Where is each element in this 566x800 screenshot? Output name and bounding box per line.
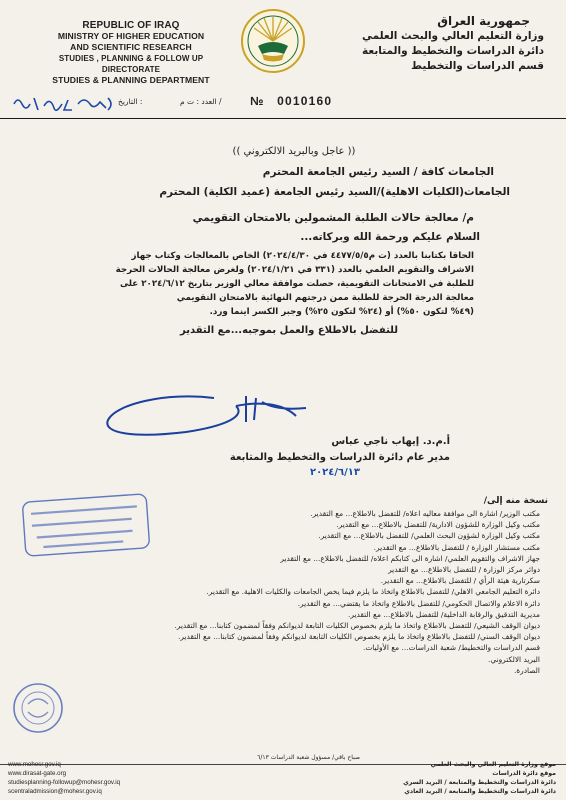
round-seal-icon: [12, 682, 64, 734]
addressee-line: الجامعات كافة / السيد رئيس الجامعة المحترم: [262, 166, 494, 178]
list-item: مكتب الوزير/ اشارة الى موافقة معاليه اعلاه/ للتفضل بالاطلاع... مع التقدير.: [310, 509, 540, 518]
header-ar-line: جمهورية العراق: [437, 14, 530, 28]
footer-arabic: [356, 760, 556, 796]
typist-note: صباح باقي/ مسؤول شعبة الدراسات ٦/١٣: [257, 754, 360, 761]
header-ar-line: دائرة الدراسات والتخطيط والمتابعة: [362, 45, 544, 57]
subject-line: م/ معالجة حالات الطلبة المشمولين بالامتحان التقويمي: [192, 212, 474, 224]
signature-date: ٢٠٢٤/٦/١٣: [309, 467, 360, 478]
list-item: دائرة الاعلام والاتصال الحكومي/ للتفضل بالاطلاع واتخاذ ما يقتضي... مع التقدير.: [297, 598, 540, 608]
header-ar-line: وزارة التعليم العالي والبحث العلمي: [361, 30, 544, 42]
ministry-seal-icon: [240, 8, 306, 74]
body-paragraph: [14, 249, 474, 319]
header-divider: [0, 118, 566, 119]
signatory-title: مدير عام دائرة الدراسات والتخطيط والمتابعة: [229, 452, 450, 463]
urgency-note: (( عاجل وبالبريد الالكتروني )): [232, 146, 356, 157]
header-en-line: MINISTRY OF HIGHER EDUCATION: [57, 31, 205, 41]
header-en-line: REPUBLIC OF IRAQ: [82, 20, 180, 31]
document-number: [250, 94, 332, 108]
header-en-line: AND SCIENTIFIC RESEARCH: [70, 42, 192, 52]
list-item: قسم الدراسات والتخطيط/ شعبة الدراسات... مع الأوليات.: [363, 643, 540, 653]
header-english-block: [42, 20, 220, 86]
footer-url: www.mohesr.gov.iq: [8, 761, 61, 768]
header-en-line: STUDIES & PLANNING DEPARTMENT: [52, 75, 210, 85]
header-en-line: STUDIES , PLANNING & FOLLOW UP DIRECTORATE: [58, 54, 204, 74]
closing-line: للتفضل بالاطلاع والعمل بموجبه...مع التقدير: [179, 325, 398, 336]
ministry-seal: [240, 8, 306, 74]
paragraph-line: الاشراف والتقويم العلمي بالعدد (٣٣١ في ٢٠٢٤/١/٢١) ولغرض معالجة الحالات الحرجة: [115, 265, 474, 275]
list-item: دائرة التعليم الجامعي الاهلي/ للتفضل بالاطلاع واتخاذ ما يلزم فيما يخص الجامعات والكليات الاهلية. مع التقدير.: [206, 587, 540, 597]
reference-row: [8, 92, 248, 116]
footer-ar-line: دائرة الدراسات والتخطيط والمتابعة / البريد العادي: [404, 788, 556, 795]
footer-url: www.dirasat-gate.org: [8, 770, 67, 777]
paragraph-line: للطلبة في الامتحانات التقويمية، حصلت موافقة معالي الوزير بتاريخ ٢٠٢٤/٦/١٢ على: [119, 279, 474, 289]
footer-url: scentraladmission@mohesr.gov.iq: [8, 788, 102, 795]
list-item: مكتب وكيل الوزارة للشؤون الادارية/ للتفضل بالاطلاع... مع التقدير.: [336, 520, 540, 530]
signatory-name: أ.م.د. إيهاب ناجي عباس: [331, 436, 450, 447]
list-item: جهاز الاشراف والتقويم العلمي/ اشارة الى كتابكم اعلاه/ للتفضل بالاطلاع... مع التقدير: [280, 553, 540, 563]
list-item: ديوان الوقف الشيعي/ للتفضل بالاطلاع واتخاذ ما يلزم بخصوص الكليات التابعة لديوانكم وفقاً لمضمون كتابنا... مع التقدير.: [174, 621, 540, 631]
stamp-icon: [20, 492, 152, 559]
copies-heading: نسخة منه إلى/: [483, 496, 548, 506]
list-item: ديوان الوقف السني/ للتفضل بالاطلاع واتخاذ ما يلزم بخصوص الكليات التابعة لديوانكم وفقاً لمضمون كتابنا... مع التقدير.: [178, 632, 540, 642]
footer-url: studiesplanning-followup@mohesr.gov.iq: [8, 779, 121, 786]
footer-ar-line: موقع وزارة التعليم العالي والبحث العلمي: [430, 761, 556, 768]
paragraph-line: (٤٩% لتكون ٥٠%) أو (٢٤% لتكون ٢٥%) وجبر الكسر اينما ورد.: [209, 307, 474, 317]
date-label: التاريخ :: [118, 97, 143, 106]
ref-label: العدد : ت م /: [180, 97, 222, 106]
footer-ar-line: موقع دائرة الدراسات: [492, 770, 556, 777]
letter-body: [14, 146, 534, 336]
doc-number-symbol: №: [250, 94, 265, 108]
footer-ar-line: دائرة الدراسات والتخطيط والمتابعة / البريد السري: [403, 779, 556, 786]
addressee-line: الجامعات(الكليات الاهلية)/السيد رئيس الجامعة (عميد الكلية) المحترم: [159, 186, 510, 198]
paragraph-line: الحاقا بكتابنا بالعدد (ت م٤٤٧٧/٥/٥ في ٢٠٢٤/٤/٣٠) الخاص بالمعالجات وكتاب جهاز: [131, 251, 474, 261]
doc-number-value: 0010160: [277, 94, 333, 108]
round-seal: [12, 682, 64, 734]
header-ar-line: قسم الدراسات والتخطيط: [411, 60, 544, 72]
header-arabic-block: [344, 14, 544, 74]
list-item: البريد الالكتروني.: [488, 654, 540, 664]
paragraph-line: معالجة الدرجة الحرجة للطلبة ممن درجتهم النهائية بالامتحان التقويمي: [176, 293, 474, 303]
list-item: سكرتارية هيئة الرأي / للتفضل بالاطلاع... مع التقدير.: [380, 576, 540, 586]
list-item: مديرية التدقيق والرقابة الداخلية/ للتفضل بالاطلاع... مع التقدير.: [348, 609, 540, 619]
footer-urls: [8, 760, 208, 796]
list-item: دوائر مركز الوزارة / للتفضل بالاطلاع... مع التقدير: [388, 565, 540, 575]
signature-block: [200, 434, 450, 480]
list-item: مكتب وكيل الوزارة لشؤون البحث العلمي/ للتفضل بالاطلاع... مع التقدير.: [318, 531, 540, 541]
official-stamp: [20, 492, 152, 559]
handwritten-reference: [8, 92, 128, 114]
list-item: مكتب مستشار الوزارة / للتفضل بالاطلاع... مع التقدير.: [373, 542, 540, 552]
greeting-line: السلام عليكم ورحمة الله وبركاته...: [300, 231, 480, 243]
list-item: الصادرة.: [513, 665, 540, 675]
